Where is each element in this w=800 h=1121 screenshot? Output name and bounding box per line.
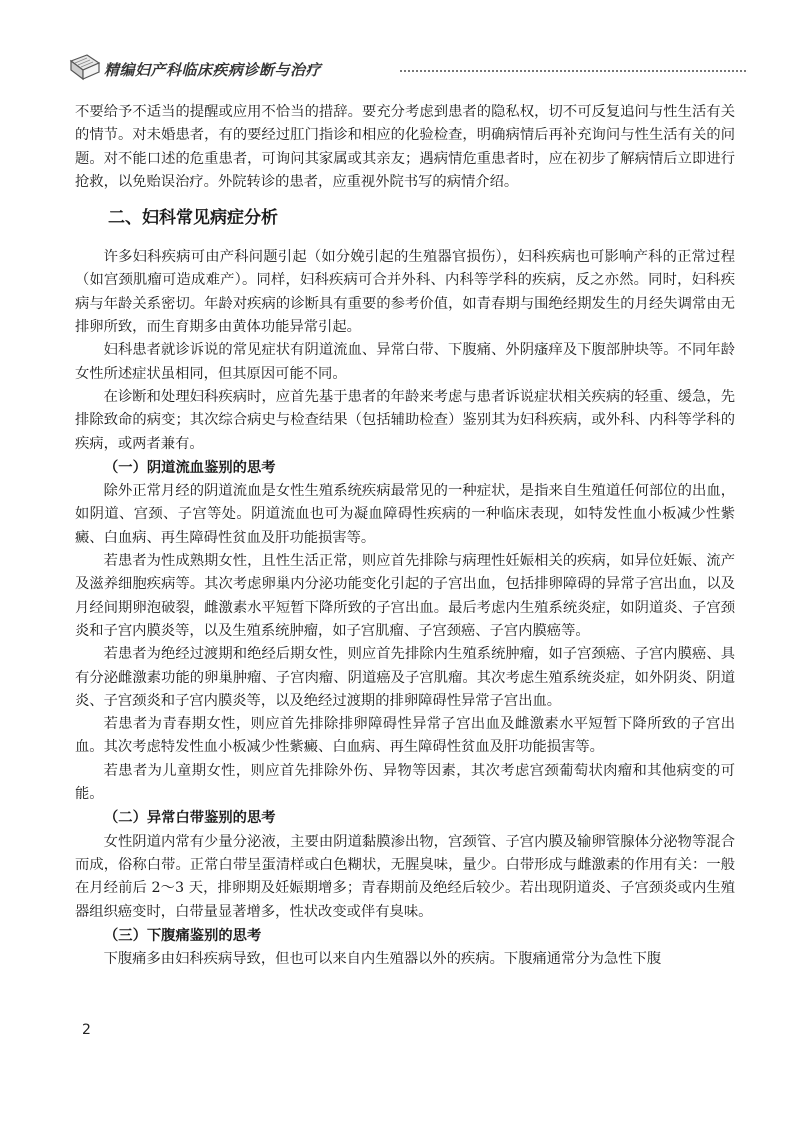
paragraph: 下腹痛多由妇科疾病导致，但也可以来自内生殖器以外的疾病。下腹痛通常分为急性下腹 [103, 951, 662, 968]
paragraph: 若患者为儿童期女性，则应首先排除外伤、异物等因素，其次考虑宫颈葡萄状肉瘤和其他病变的可能。 [75, 762, 735, 803]
page-body [75, 101, 735, 971]
running-header [68, 50, 748, 90]
paragraph: 许多妇科疾病可由产科问题引起（如分娩引起的生殖器官损伤），妇科疾病也可影响产科的正常过程（如宫颈肌瘤可造成难产）。同样，妇科疾病可合并外科、内科等学科的疾病，反之亦然。同时，妇科疾病与年龄关系密切。年龄对疾病的诊断具有重要的参考价值，如青春期与围绝经期发生的月经失调常由无排卵所致，而生育期多由黄体功能异常引起。 [75, 249, 735, 336]
paragraph: 若患者为性成熟期女性，且性生活正常，则应首先排除与病理性妊娠相关的疾病，如异位妊娠、流产及滋养细胞疾病等。其次考虑卵巢内分泌功能变化引起的子宫出血，包括排卵障碍的异常子宫出血，以及月经间期卵泡破裂，雌激素水平短暂下降所致的子宫出血。最后考虑内生殖系统炎症，如阴道炎、子宫颈炎和子宫内膜炎等，以及生殖系统肿瘤，如子宫肌瘤、子宫颈癌、子宫内膜癌等。 [75, 553, 735, 639]
intro-paragraph: 不要给予不适当的提醒或应用不恰当的措辞。要充分考虑到患者的隐私权，切不可反复追问与性生活有关的情节。对未婚患者，有的要经过肛门指诊和相应的化验检查，明确病情后再补充询问与性生活有关的问题。对不能口述的危重患者，可询问其家属或其亲友；遇病情危重患者时，应在初步了解病情后立即进行抢救，以免贻误治疗。外院转诊的患者，应重视外院书写的病情介绍。 [75, 104, 735, 190]
paragraph: 女性阴道内常有少量分泌液，主要由阴道黏膜渗出物，宫颈管、子宫内膜及输卵管腺体分泌物等混合而成，俗称白带。正常白带呈蛋清样或白色糊状，无腥臭味，量少。白带形成与雌激素的作用有关：一般在月经前后 2～3 天，排卵期及妊娠期增多；青春期前及绝经后较少。若出现阴道炎、子宫颈炎或内生殖器组织癌变时，白带量显著增多，性状改变或伴有臭味。 [75, 833, 735, 920]
subsection-title: （三）下腹痛鉴别的思考 [104, 927, 262, 944]
subsection-title: （二）异常白带鉴别的思考 [104, 810, 276, 827]
header-title: 精编妇产科临床疾病诊断与治疗 [104, 61, 322, 79]
page-number: 2 [82, 1022, 91, 1038]
subsection-title: （一）阴道流血鉴别的思考 [104, 459, 276, 476]
paragraph: 若患者为青春期女性，则应首先排除排卵障碍性异常子宫出血及雌激素水平短暂下降所致的子宫出血。其次考虑特发性血小板减少性紫癜、白血病、再生障碍性贫血及肝功能损害等。 [75, 716, 735, 756]
section-title: 二、妇科常见病症分析 [108, 208, 278, 229]
paragraph: 若患者为绝经过渡期和绝经后期女性，则应首先排除内生殖系统肿瘤，如子宫颈癌、子宫内膜癌、具有分泌雌激素功能的卵巢肿瘤、子宫肉瘤、阴道癌及子宫肌瘤。其次考虑生殖系统炎症，如外阴炎、阴道炎、子宫颈炎和子宫内膜炎等，以及绝经过渡期的排卵障碍性异常子宫出血。 [75, 646, 735, 709]
header-dotted-rule [400, 70, 746, 72]
paragraph: 除外正常月经的阴道流血是女性生殖系统疾病最常见的一种症状，是指来自生殖道任何部位的出血，如阴道、宫颈、子宫等处。阴道流血也可为凝血障碍性疾病的一种临床表现，如特发性血小板减少性紫癜、白血病、再生障碍性贫血及肝功能损害等。 [75, 483, 735, 546]
book-icon [68, 52, 102, 82]
paragraph: 在诊断和处理妇科疾病时，应首先基于患者的年龄来考虑与患者诉说症状相关疾病的轻重、缓急，先排除致命的病变；其次综合病史与检查结果（包括辅助检查）鉴别其为妇科疾病，或外科、内科等学科的疾病，或两者兼有。 [75, 388, 735, 452]
paragraph: 妇科患者就诊诉说的常见症状有阴道流血、异常白带、下腹痛、外阴瘙痒及下腹部肿块等。不同年龄女性所述症状虽相同，但其原因可能不同。 [75, 342, 735, 382]
